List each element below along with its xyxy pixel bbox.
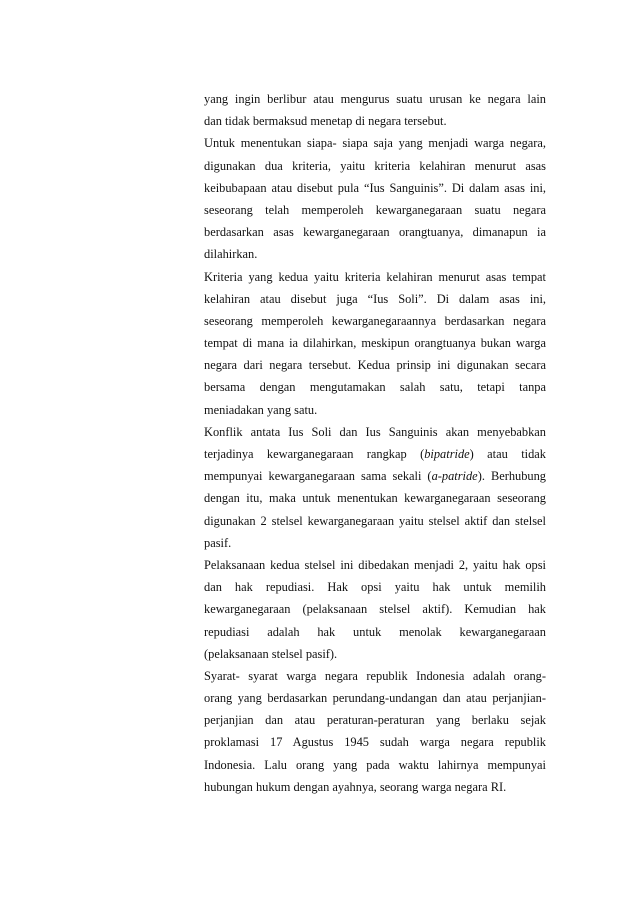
- text-line: [204, 443, 546, 465]
- text-line: [204, 487, 546, 509]
- text-line: [204, 354, 546, 376]
- text-line: [204, 221, 546, 243]
- text-segment: kelahiran atau disebut juga “Ius Soli”. Di dalam asas ini,: [204, 291, 546, 306]
- text-line: [204, 266, 546, 288]
- italic-term: bipatride: [424, 447, 470, 461]
- text-line: [204, 665, 546, 687]
- text-segment: yang ingin berlibur atau mengurus suatu urusan ke negara lain: [204, 92, 546, 106]
- text-segment: orang yang berdasarkan perundang-undangan dan atau perjanjian-: [204, 691, 546, 706]
- text-segment: tempat di mana ia dilahirkan, meskipun orangtuanya bukan warga: [204, 336, 546, 351]
- text-segment: bersama dengan mengutamakan salah satu, tetapi tanpa: [204, 380, 546, 395]
- text-segment: dan hak repudiasi. Hak opsi yaitu hak untuk memilih: [204, 580, 546, 595]
- text-segment: seseorang memperoleh kewarganegaraannya berdasarkan negara: [204, 313, 546, 328]
- text-line: [204, 288, 546, 310]
- paragraph-4: [204, 554, 546, 665]
- text-segment: Kriteria yang kedua yaitu kriteria kelahiran menurut asas tempat: [204, 269, 546, 284]
- text-line: [204, 376, 546, 398]
- text-line: [204, 643, 546, 665]
- text-segment: ). Berhubung: [477, 469, 546, 484]
- text-line: [204, 155, 546, 177]
- text-line: [204, 243, 546, 265]
- text-line: [204, 532, 546, 554]
- text-segment: berdasarkan asas kewarganegaraan orangtuanya, dimanapun ia: [204, 225, 546, 240]
- paragraph-5: [204, 665, 546, 798]
- italic-term: a-patride: [431, 469, 478, 484]
- text-segment: Syarat- syarat warga negara republik Indonesia adalah orang-: [204, 668, 546, 683]
- text-line: [204, 709, 546, 731]
- text-segment: digunakan 2 stelsel kewarganegaraan yaitu stelsel aktif dan stelsel: [204, 513, 546, 528]
- text-line: [204, 465, 546, 487]
- paragraph-1: [204, 132, 546, 265]
- text-segment: terjadinya kewarganegaraan rangkap (: [204, 447, 425, 461]
- text-line: [204, 88, 546, 110]
- text-segment: seseorang telah memperoleh kewarganegaraan suatu negara: [204, 202, 546, 217]
- text-line: [204, 421, 546, 443]
- text-segment: Konflik antata Ius Soli dan Ius Sanguinis akan menyebabkan: [204, 424, 546, 439]
- text-segment: dan tidak bermaksud menetap di negara tersebut.: [204, 114, 447, 129]
- text-line: [204, 687, 546, 709]
- text-line: [204, 199, 546, 221]
- paragraph-3: [204, 421, 546, 554]
- text-segment: Pelaksanaan kedua stelsel ini dibedakan menjadi 2, yaitu hak opsi: [204, 557, 546, 572]
- text-segment: perjanjian dan atau peraturan-peraturan yang berlaku sejak: [204, 713, 546, 728]
- text-segment: ) atau tidak: [469, 447, 546, 461]
- text-segment: meniadakan yang satu.: [204, 402, 318, 417]
- text-line: [204, 177, 546, 199]
- text-line: [204, 554, 546, 576]
- text-segment: proklamasi 17 Agustus 1945 sudah warga negara republik: [204, 735, 546, 750]
- text-segment: kewarganegaraan (pelaksanaan stelsel aktif). Kemudian hak: [204, 602, 546, 617]
- text-line: [204, 510, 546, 532]
- text-segment: negara dari negara tersebut. Kedua prinsip ini digunakan secara: [204, 358, 546, 373]
- text-line: [204, 332, 546, 354]
- text-line: [204, 621, 546, 643]
- text-segment: digunakan dua kriteria, yaitu kriteria kelahiran menurut asas: [204, 158, 546, 173]
- text-line: [204, 310, 546, 332]
- text-segment: Untuk menentukan siapa- siapa saja yang menjadi warga negara,: [204, 136, 546, 151]
- text-line: [204, 776, 546, 798]
- text-line: [204, 754, 546, 776]
- text-line: [204, 576, 546, 598]
- text-line: [204, 598, 546, 620]
- text-segment: hubungan hukum dengan ayahnya, seorang warga negara RI.: [204, 779, 507, 794]
- text-segment: (pelaksanaan stelsel pasif).: [204, 646, 338, 661]
- text-line: [204, 399, 546, 421]
- text-segment: Indonesia. Lalu orang yang pada waktu lahirnya mempunyai: [204, 757, 546, 772]
- text-segment: dilahirkan.: [204, 247, 258, 262]
- text-line: [204, 731, 546, 753]
- text-segment: dengan itu, maka untuk menentukan kewarganegaraan seseorang: [204, 491, 546, 506]
- text-line: [204, 132, 546, 154]
- text-line: [204, 110, 546, 132]
- text-segment: pasif.: [204, 535, 232, 550]
- text-segment: keibubapaan atau disebut pula “Ius Sanguinis”. Di dalam asas ini,: [204, 180, 546, 195]
- text-segment: mempunyai kewarganegaraan sama sekali (: [204, 469, 432, 484]
- document-body: [204, 88, 546, 798]
- paragraph-2: [204, 266, 546, 421]
- paragraph-0: [204, 88, 546, 132]
- text-segment: repudiasi adalah hak untuk menolak kewarganegaraan: [204, 624, 546, 639]
